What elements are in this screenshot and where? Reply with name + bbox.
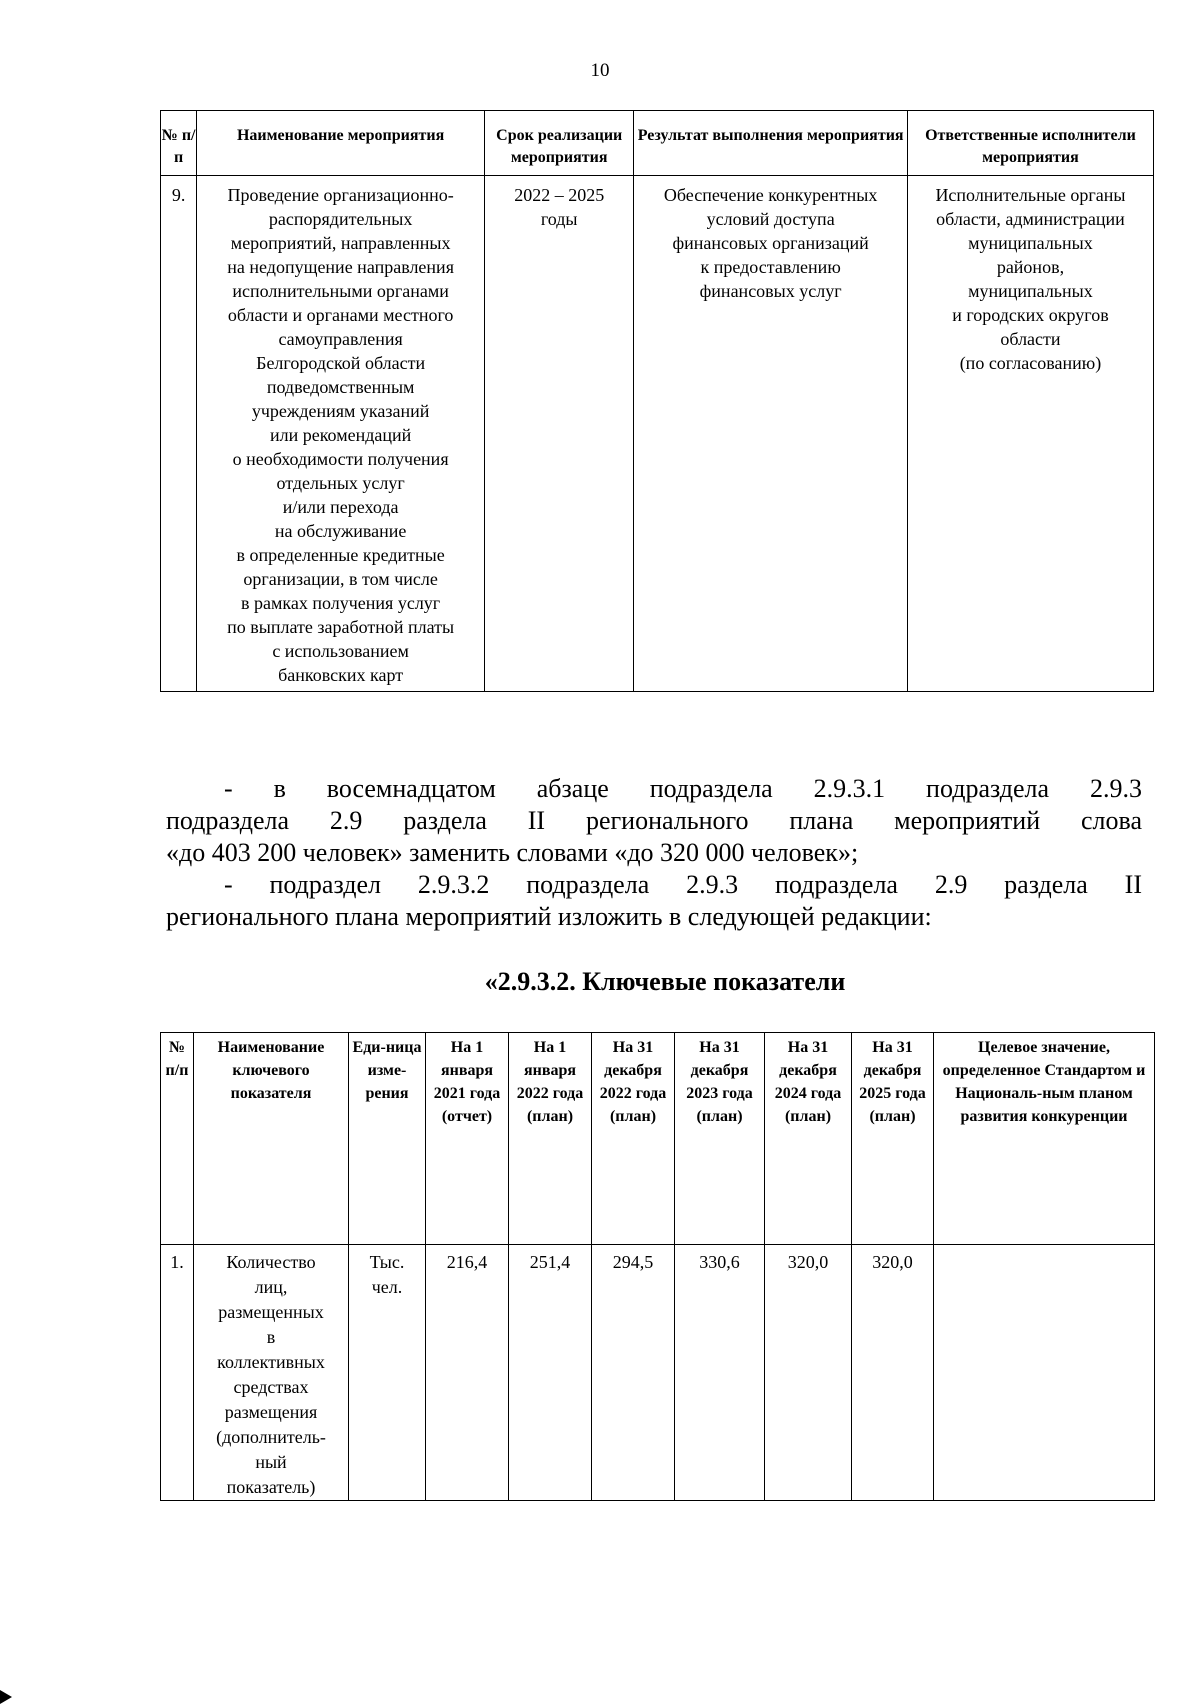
responsible-line: (по согласованию) [959, 353, 1102, 373]
value-2022-dec: 294,5 [592, 1245, 675, 1501]
header-result: Результат выполнения мероприятия [634, 111, 908, 176]
paragraph-line: - в восемнадцатом абзаце подраздела 2.9.3.1 подраздела 2.9.3 [224, 774, 1142, 803]
indicators-table [160, 1032, 1155, 1501]
value-target [934, 1245, 1155, 1501]
responsible-line: муниципальных [968, 233, 1093, 253]
responsible-line: муниципальных [968, 281, 1093, 301]
section-title [0, 966, 1200, 998]
responsible-line: области [1000, 329, 1061, 349]
name-line: банковских карт [278, 665, 404, 685]
responsible-line: Исполнительные органы [935, 185, 1126, 205]
name-line: по выплате заработной платы [227, 617, 455, 637]
indicator-line: ный [255, 1452, 287, 1472]
name-line: исполнительными органами [232, 281, 449, 301]
table-row [161, 1245, 1155, 1501]
header-2024: На 31 декабря 2024 года (план) [765, 1033, 852, 1245]
value-2022-jan: 251,4 [509, 1245, 592, 1501]
measures-table-header [161, 111, 1154, 176]
name-line: или рекомендаций [269, 425, 412, 445]
section-title-text: «2.9.3.2. Ключевые показатели [484, 967, 846, 996]
row-indicator-name [194, 1245, 349, 1501]
indicator-line: коллективных [217, 1352, 325, 1372]
value-2024: 320,0 [765, 1245, 852, 1501]
header-num: № п/п [161, 111, 197, 176]
result-line: условий доступа [706, 209, 835, 229]
row-num: 1. [161, 1245, 194, 1501]
page-number: 10 [590, 60, 610, 81]
table-row [161, 176, 1154, 692]
indicator-line: Количество [226, 1252, 316, 1272]
name-line: подведомственным [266, 377, 415, 397]
name-line: с использованием [272, 641, 409, 661]
name-line: в рамках получения услуг [241, 593, 441, 613]
name-line: области и органами местного [227, 305, 454, 325]
term-line: годы [540, 209, 578, 229]
indicator-line: в [266, 1327, 276, 1347]
header-2022-jan: На 1 января 2022 года (план) [509, 1033, 592, 1245]
name-line: на недопущение направления [227, 257, 454, 277]
header-term: Срок реализации мероприятия [485, 111, 634, 176]
paragraph-replace-words [166, 773, 1142, 869]
term-line: 2022 – 2025 [514, 185, 605, 205]
name-line: о необходимости получения [232, 449, 449, 469]
name-line: Проведение организационно- [227, 185, 454, 205]
unit-line: Тыс. [369, 1252, 405, 1272]
name-line: на обслуживание [274, 521, 407, 541]
header-target: Целевое значение, определенное Стандартом и Националь-ным планом развития конкуренции [934, 1033, 1155, 1245]
paragraph-new-edition [166, 869, 1142, 933]
responsible-line: области, администрации [936, 209, 1125, 229]
header-responsible: Ответственные исполнители мероприятия [907, 111, 1153, 176]
name-line: в определенные кредитные [236, 545, 445, 565]
name-line: учреждениям указаний [251, 401, 430, 421]
unit-line: чел. [371, 1277, 403, 1297]
indicator-line: размещенных [218, 1302, 324, 1322]
name-line: самоуправления [278, 329, 403, 349]
indicator-line: (дополнитель- [216, 1427, 326, 1447]
indicator-line: показатель) [226, 1477, 316, 1497]
row-name [197, 176, 485, 692]
value-2023: 330,6 [675, 1245, 765, 1501]
header-2022-dec: На 31 декабря 2022 года (план) [592, 1033, 675, 1245]
name-line: мероприятий, направленных [230, 233, 451, 253]
header-2025: На 31 декабря 2025 года (план) [852, 1033, 934, 1245]
paragraph-line: - подраздел 2.9.3.2 подраздела 2.9.3 подраздела 2.9 раздела II [224, 870, 1142, 899]
row-result [634, 176, 908, 692]
row-term [485, 176, 634, 692]
measures-table [160, 110, 1154, 692]
value-2021: 216,4 [426, 1245, 509, 1501]
header-num: № п/п [161, 1033, 194, 1245]
header-unit: Еди-ница изме-рения [349, 1033, 426, 1245]
paragraph-line: подраздела 2.9 раздела II регионального плана мероприятий слова [166, 806, 1142, 835]
responsible-line: районов, [996, 257, 1065, 277]
name-line: отдельных услуг [276, 473, 405, 493]
result-line: финансовых услуг [699, 281, 842, 301]
row-num: 9. [161, 176, 197, 692]
name-line: распорядительных [268, 209, 413, 229]
indicator-line: лиц, [254, 1277, 288, 1297]
name-line: и/или перехода [282, 497, 399, 517]
result-line: финансовых организаций [672, 233, 869, 253]
indicator-line: средствах [233, 1377, 309, 1397]
header-name: Наименование мероприятия [197, 111, 485, 176]
paragraph-line: регионального плана мероприятий изложить в следующей редакции: [166, 902, 932, 931]
result-line: к предоставлению [700, 257, 841, 277]
header-2021: На 1 января 2021 года (отчет) [426, 1033, 509, 1245]
result-line: Обеспечение конкурентных [663, 185, 878, 205]
responsible-line: и городских округов [952, 305, 1109, 325]
row-responsible [907, 176, 1153, 692]
name-line: организации, в том числе [243, 569, 438, 589]
header-2023: На 31 декабря 2023 года (план) [675, 1033, 765, 1245]
indicators-table-header [161, 1033, 1155, 1245]
scan-edge-mark [0, 1690, 12, 1704]
paragraph-line: «до 403 200 человек» заменить словами «до 320 000 человек»; [166, 838, 859, 867]
indicator-line: размещения [224, 1402, 318, 1422]
header-indicator-name: Наименование ключевого показателя [194, 1033, 349, 1245]
value-2025: 320,0 [852, 1245, 934, 1501]
row-unit [349, 1245, 426, 1501]
name-line: Белгородской области [256, 353, 426, 373]
